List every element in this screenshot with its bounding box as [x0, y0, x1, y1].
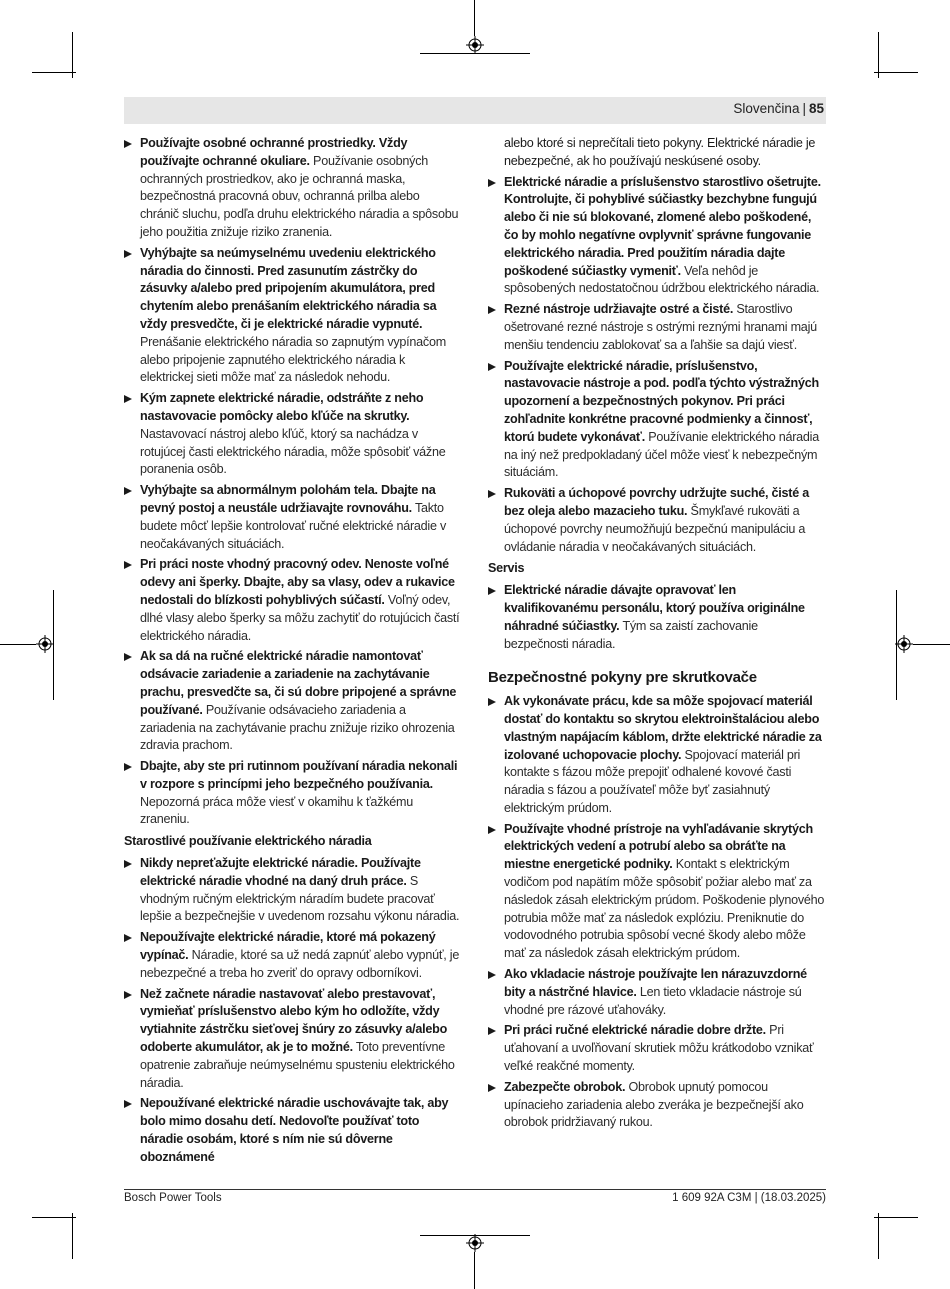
- instruction-bold-text: Nepoužívané elektrické náradie uschovávajte tak, aby bolo mimo dosahu detí. Nedovoľte používať toto náradie osobám, ktoré s ním nie sú dôverne oboznámené: [140, 1096, 449, 1164]
- instruction-bold-text: Nikdy nepreťažujte elektrické náradie. Používajte elektrické náradie vhodné na daný druh práce.: [140, 856, 421, 888]
- bullet-triangle-icon: [488, 490, 496, 498]
- bullet-triangle-icon: [124, 487, 132, 495]
- safety-instruction-item: [488, 485, 825, 556]
- safety-instruction-item: [124, 1095, 461, 1166]
- instruction-body-text: Len tieto vkladacie nástroje sú vhodné pre rázové uťahováky.: [504, 984, 802, 1017]
- page-header: [124, 97, 826, 124]
- crop-mark: [878, 1213, 879, 1259]
- instruction-body-text: Nastavovací nástroj alebo kľúč, ktorý sa nachádza v rotujúcej časti elektrického náradia, môže spôsobiť vážne poranenia osôb.: [140, 426, 446, 477]
- safety-instruction-item: [488, 966, 825, 1019]
- safety-instruction-item: [124, 135, 461, 242]
- bullet-triangle-icon: [124, 653, 132, 661]
- safety-instruction-item: [488, 582, 825, 653]
- footer-right: 1 609 92A C3M | (18.03.2025): [672, 1192, 826, 1204]
- instruction-bold-text: Nepoužívajte elektrické náradie, ktoré má pokazený vypínač.: [140, 930, 436, 963]
- safety-instruction-item: [124, 482, 461, 553]
- crop-mark: [896, 590, 897, 700]
- safety-instruction-item: [488, 821, 825, 963]
- registration-mark-icon: [466, 36, 484, 54]
- safety-instruction-item: [488, 693, 825, 818]
- safety-instruction-item: [488, 358, 825, 483]
- bullet-triangle-icon: [124, 1100, 132, 1108]
- instruction-body-text: Nepozorná práca môže viesť v okamihu k ťažkému zraneniu.: [140, 794, 414, 827]
- safety-instruction-item: [124, 245, 461, 387]
- crop-mark: [874, 72, 918, 73]
- page-number: 85: [808, 101, 824, 116]
- safety-instruction-item: [488, 1079, 825, 1132]
- crop-mark: [0, 644, 36, 645]
- safety-instruction-item: [124, 390, 461, 479]
- crop-mark: [53, 590, 54, 700]
- section-subheading: Starostlivé používanie elektrického náradia: [124, 834, 372, 849]
- crop-mark: [913, 644, 950, 645]
- registration-mark-icon: [895, 635, 913, 653]
- bullet-triangle-icon: [488, 1084, 496, 1092]
- instruction-body-text: Prenášanie elektrického náradia so zapnutým vypínačom alebo pripojenie zapnutého elektrického náradia k elektrickej sieti môže mať za následok nehodu.: [140, 334, 446, 385]
- instruction-bold-text: Ak sa dá na ručné elektrické náradie namontovať odsávacie zariadenie a zariadenie na zachytávanie prachu, presvedčte sa, či sú dobre pripojené a správne používané.: [140, 649, 457, 717]
- safety-instruction-item: [124, 986, 461, 1093]
- safety-instruction-item: [488, 301, 825, 354]
- crop-mark: [32, 72, 76, 73]
- instruction-bold-text: Používajte osobné ochranné prostriedky. Vždy používajte ochranné okuliare.: [140, 136, 408, 168]
- safety-instruction-item: [124, 556, 461, 645]
- instruction-body-text: Kontakt s elektrickým vodičom pod napätím môže spôsobiť požiar alebo mať za následok zásah elektrickým prúdom. Poškodenie plynového potrubia môže mať za následok explóziu. Preniknutie do vodovodného potrubia spôsobí vecné škody alebo môže mať za následok zásah elektrickým prúdom.: [504, 857, 825, 961]
- instruction-bold-text: Kým zapnete elektrické náradie, odstráňte z neho nastavovacie pomôcky alebo kľúče na skrutky.: [140, 391, 424, 423]
- bullet-triangle-icon: [488, 971, 496, 979]
- safety-instruction-item: [124, 758, 461, 829]
- instruction-body-text: Tým sa zaistí zachovanie bezpečnosti náradia.: [504, 618, 758, 651]
- instruction-bold-text: Rukoväti a úchopové povrchy udržujte suché, čisté a bez oleja alebo mazacieho tuku.: [504, 486, 809, 518]
- instruction-body-text: Pri uťahovaní a uvoľňovaní skrutiek môžu krátkodobo vznikať veľké reakčné momenty.: [504, 1023, 814, 1074]
- instruction-body-text: Elektrické náradie je nebezpečné, ak ho používajú neskúsené osoby.: [504, 136, 816, 168]
- instruction-bold-text: Pri práci noste vhodný pracovný odev. Nenoste voľné odevy ani šperky. Dbajte, aby sa vlasy, odev a rukavice nedostali do blízkosti pohyblivých súčastí.: [140, 557, 455, 607]
- instruction-body-text: Náradie, ktoré sa už nedá zapnúť alebo vypnúť, je nebezpečné a treba ho zveriť do opravy odborníkovi.: [140, 948, 460, 980]
- header-separator: |: [802, 101, 806, 116]
- instruction-body-text: Používanie elektrického náradia na iný než predpokladaný účel môže viesť k nebezpečným situáciám.: [504, 429, 819, 480]
- bullet-triangle-icon: [488, 826, 496, 834]
- safety-instruction-continuation: [488, 135, 825, 171]
- section-heading: Bezpečnostné pokyny pre skrutkovače: [488, 669, 757, 687]
- instruction-bold-text: Zabezpečte obrobok.: [504, 1079, 626, 1094]
- safety-instruction-item: [488, 174, 825, 299]
- instruction-body-text: Starostlivo ošetrované rezné nástroje s ostrými reznými hranami majú menšiu tendenciu zablokovať sa a ľahšie sa dajú viesť.: [504, 302, 817, 352]
- safety-instruction-item: [124, 929, 461, 982]
- instruction-bold-text: Rezné nástroje udržiavajte ostré a čisté.: [504, 302, 734, 317]
- safety-instruction-item: [488, 1022, 825, 1075]
- instruction-bold-text: Pri práci ručné elektrické náradie dobre držte.: [504, 1023, 766, 1038]
- bullet-triangle-icon: [124, 991, 132, 999]
- instruction-bold-text: alebo ktoré si neprečítali tieto pokyny.: [504, 136, 704, 150]
- bullet-triangle-icon: [124, 561, 132, 569]
- crop-mark: [420, 1235, 530, 1236]
- instruction-body-text: Spojovací materiál pri kontakte s fázou môže prepojiť odhalené kovové časti náradia s fázou a používateľ môže byť zasiahnutý elektrickým prúdom.: [504, 747, 801, 815]
- crop-mark: [474, 1252, 475, 1289]
- crop-mark: [32, 1217, 76, 1218]
- instruction-bold-text: Elektrické náradie dávajte opravovať len kvalifikovanému personálu, ktorý používa originálne náhradné súčiastky.: [504, 583, 805, 633]
- instruction-body-text: Používanie osobných ochranných prostriedkov, ako je ochranná maska, bezpečnostná pracovná obuv, ochranná prilba alebo chránič sluchu, podľa druhu elektrického náradia a spôsobu jeho použitia znižuje riziko zranenia.: [140, 153, 459, 239]
- crop-mark: [72, 1213, 73, 1259]
- instruction-body-text: Toto preventívne opatrenie zabraňuje neúmyselnému spusteniu elektrického náradia.: [140, 1040, 455, 1090]
- crop-mark: [874, 1217, 918, 1218]
- footer-left: Bosch Power Tools: [124, 1192, 222, 1204]
- section-subheading: Servis: [488, 561, 525, 576]
- footer-rule: [124, 1189, 826, 1190]
- crop-mark: [420, 53, 530, 54]
- crop-mark: [474, 0, 475, 36]
- bullet-triangle-icon: [488, 179, 496, 187]
- instruction-body-text: Šmykľavé rukoväti a úchopové povrchy neumožňujú bezpečnú manipuláciu a ovládanie náradia v neočakávaných situáciách.: [504, 503, 806, 554]
- instruction-body-text: Takto budete môcť lepšie kontrolovať ručné elektrické náradie v neočakávaných situáciách.: [140, 500, 447, 551]
- bullet-triangle-icon: [124, 934, 132, 942]
- instruction-bold-text: Dbajte, aby ste pri rutinnom používaní náradia nekonali v rozpore s princípmi jeho bezpečného používania.: [140, 759, 458, 791]
- header-language: Slovenčina: [733, 101, 800, 116]
- safety-instruction-item: [124, 855, 461, 926]
- bullet-triangle-icon: [488, 587, 496, 595]
- bullet-triangle-icon: [488, 1027, 496, 1035]
- bullet-triangle-icon: [124, 763, 132, 771]
- bullet-triangle-icon: [124, 250, 132, 258]
- instruction-bold-text: Vyhýbajte sa neúmyselnému uvedeniu elektrického náradia do činnosti. Pred zasunutím zástrčky do zásuvky a/alebo pred pripojením akumulátora, pred chytením alebo prenášaním elektrického náradia sa vždy presvedčte, či je elektrické náradie vypnuté.: [140, 245, 437, 331]
- instruction-bold-text: Než začnete náradie nastavovať alebo prestavovať, vymieňať príslušenstvo alebo kým ho odložíte, vždy vytiahnite zástrčku sieťovej šnúry zo zásuvky a/alebo odoberte akumulátor, ak je to možné.: [140, 986, 448, 1055]
- instruction-bold-text: Vyhýbajte sa abnormálnym polohám tela. Dbajte na pevný postoj a neustále udržiavajte rovnováhu.: [140, 483, 436, 515]
- bullet-triangle-icon: [124, 395, 132, 403]
- instruction-bold-text: Používajte vhodné prístroje na vyhľadávanie skrytých elektrických vedení a potrubí alebo sa obráťte na miestne energetické podniky.: [504, 821, 813, 872]
- header-text: [733, 101, 826, 116]
- instruction-body-text: Obrobok upnutý pomocou upínacieho zariadenia alebo zveráka je bezpečnejší ako obrobok pridržiavaný rukou.: [504, 1079, 804, 1130]
- registration-mark-icon: [466, 1234, 484, 1252]
- instruction-bold-text: Ak vykonávate prácu, kde sa môže spojovací materiál dostať do kontaktu so skrytou elektroinštaláciou alebo vlastným napájacím káblom, držte elektrické náradie za izolované uchopovacie plochy.: [504, 694, 822, 762]
- bullet-triangle-icon: [124, 860, 132, 868]
- bullet-triangle-icon: [124, 140, 132, 148]
- left-column: [124, 135, 461, 1170]
- right-column: [488, 135, 825, 1135]
- instruction-bold-text: Ako vkladacie nástroje používajte len nárazuvzdorné bity a nástrčné hlavice.: [504, 967, 807, 999]
- registration-mark-icon: [36, 635, 54, 653]
- safety-instruction-item: [124, 648, 461, 755]
- instruction-body-text: Používanie odsávacieho zariadenia a zariadenia na zachytávanie prachu znižuje riziko ohrozenia zdravia prachom.: [140, 702, 455, 753]
- instruction-bold-text: Používajte elektrické náradie, príslušenstvo, nastavovacie nástroje a pod. podľa týchto výstražných upozornení a bezpečnostných pokynov. Pri práci zohľadnite konkrétne pracovné podmienky a činnosť, ktorú budete vykonávať.: [504, 358, 819, 444]
- instruction-body-text: Voľný odev, dlhé vlasy alebo šperky sa môžu zachytiť do rotujúcich častí elektrického náradia.: [140, 592, 460, 643]
- bullet-triangle-icon: [488, 306, 496, 314]
- instruction-body-text: S vhodným ručným elektrickým náradím budete pracovať lepšie a bezpečnejšie v uvedenom rozsahu výkonu náradia.: [140, 873, 460, 924]
- instruction-bold-text: Elektrické náradie a príslušenstvo starostlivo ošetrujte. Kontrolujte, či pohyblivé súčiastky bezchybne fungujú alebo či nie sú blokované, zlomené alebo poškodené, čo by mohlo negatívne ovplyvniť správne fungovanie elektrického náradia. Pred použitím náradia dajte poškodené súčiastky vymeniť.: [504, 174, 821, 278]
- bullet-triangle-icon: [488, 698, 496, 706]
- bullet-triangle-icon: [488, 363, 496, 371]
- instruction-body-text: Veľa nehôd je spôsobených nedostatočnou údržbou elektrického náradia.: [504, 263, 820, 296]
